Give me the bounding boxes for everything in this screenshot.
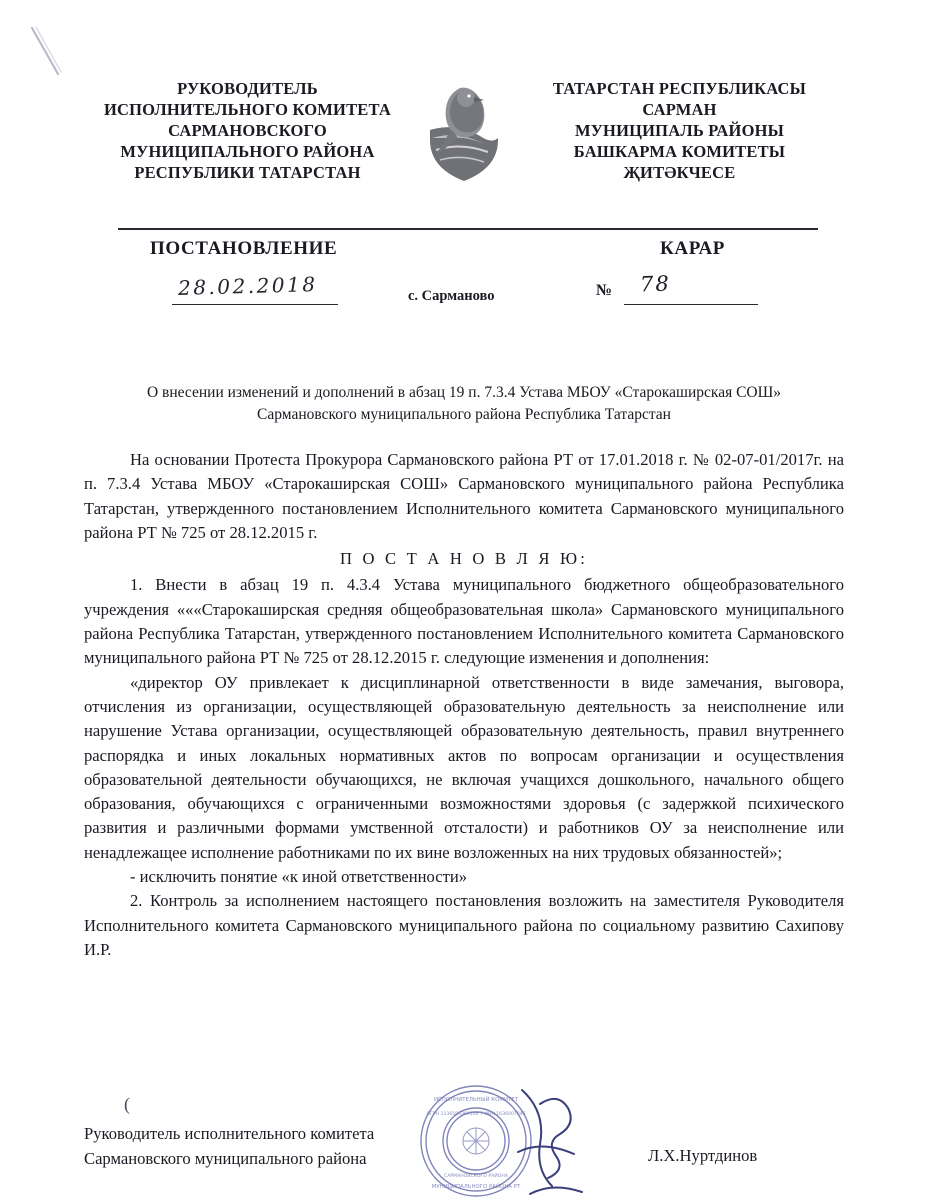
signature-name: Л.Х.Нуртдинов xyxy=(648,1146,758,1165)
svg-text:САРМАНОВСКОГО РАЙОНА: САРМАНОВСКОГО РАЙОНА xyxy=(444,1174,508,1179)
letterhead-ru-line-3: САРМАНОВСКОГО xyxy=(168,121,327,141)
letterhead-tat-line-2: САРМАН xyxy=(642,100,717,120)
body-paragraph-exclusion: - исключить понятие «к иной ответственности» xyxy=(130,867,468,887)
svg-text:ОГРН 1136595360100 7 ИНН 16360: ОГРН 1136595360100 7 ИНН 1636007046 xyxy=(426,1112,526,1117)
body-decree-heading: П О С Т А Н О В Л Я Ю: xyxy=(339,549,589,569)
letterhead-ru-line-2: ИСПОЛНИТЕЛЬНОГО КОМИТЕТА xyxy=(104,100,391,120)
document-place: с. Сарманово xyxy=(408,288,495,304)
document-type-title-tat: КАРАР xyxy=(660,238,726,259)
document-subject xyxy=(92,382,836,426)
scan-artifact-pen-mark xyxy=(28,26,68,82)
number-underline xyxy=(624,304,758,305)
header-divider xyxy=(118,228,818,230)
letterhead-tatar xyxy=(526,78,830,184)
letterhead-tat-line-3: МУНИЦИПАЛЬ РАЙОНЫ xyxy=(574,121,785,141)
date-underline xyxy=(172,304,338,305)
letterhead-ru-line-5: РЕСПУБЛИКИ ТАТАРСТАН xyxy=(134,163,361,183)
subject-line-1: О внесении изменений и дополнений в абзац 19 п. 7.3.4 Устава МБОУ «Старокаширская СОШ» xyxy=(146,384,782,401)
document-number-label: № xyxy=(596,282,613,299)
handwritten-signature xyxy=(512,1082,602,1200)
letterhead-tat-line-4: БАШКАРМА КОМИТЕТЫ xyxy=(573,142,786,162)
letterhead-russian xyxy=(98,78,402,184)
body-paragraph-item-1: 1. Внести в абзац 19 п. 4.3.4 Устава муниципального бюджетного общеобразовательного учреждения «««Старокаширская средняя общеобразовательная школа» Сармановского муниципального района Республика Татарстан, утвержденного постановлением Исполнительного комитета Сармановского муниципального района РТ № 725 от 28.12.2015 г. следующие изменения и дополнения: xyxy=(84,575,844,668)
scan-artifact-mark: ( xyxy=(124,1094,130,1114)
coat-of-arms-icon xyxy=(408,78,520,186)
svg-text:МУНИЦИПАЛЬНОГО РАЙОНА РТ: МУНИЦИПАЛЬНОГО РАЙОНА РТ xyxy=(431,1184,521,1190)
letterhead-tat-line-5: ҖИТӘКЧЕСЕ xyxy=(623,163,736,183)
signature-role-line-2: Сармановского муниципального района xyxy=(84,1148,367,1168)
document-body xyxy=(84,448,844,962)
body-paragraph-preamble: На основании Протеста Прокурора Сармановского района РТ от 17.01.2018 г. № 02-07-01/2017г. на п. 7.3.4 Устава МБОУ «Старокаширская СОШ» Сармановского муниципального района Республика Татарстан, утвержденного постановлением Исполнительного комитета Сармановского муниципального района РТ № 725 от 28.12.2015 г. xyxy=(84,450,844,542)
letterhead-tat-line-1: ТАТАРСТАН РЕСПУБЛИКАСЫ xyxy=(552,79,807,98)
body-paragraph-item-2: 2. Контроль за исполнением настоящего постановления возложить на заместителя Руководителя Исполнительного комитета Сармановского муниципального района по социальному развитию Сахипову И.Р. xyxy=(84,891,844,959)
official-seal-icon xyxy=(392,1085,560,1197)
signature-role xyxy=(84,1122,374,1172)
body-paragraph-quote: «директор ОУ привлекает к дисциплинарной ответственности в виде замечания, выговора, отчисления из организации, осуществляющей образовательную деятельность за неисполнение или нарушение Устава организации, осуществляющей образовательную деятельность, правил внутреннего распорядка и иных локальных нормативных актов по вопросам организации и осуществления образовательной деятельности обучающихся, не включая учащихся дошкольного, начального общего образования, обучающихся с ограниченными возможностями здоровья (с задержкой психического развития и различными формами умственной отсталости) и работников ОУ за неисполнение или ненадлежащее исполнение работниками по их вине возложенных на них трудовых обязанностей»; xyxy=(84,672,844,862)
letterhead-ru-line-4: МУНИЦИПАЛЬНОГО РАЙОНА xyxy=(120,142,375,162)
subject-line-2: Сармановского муниципального района Республика Татарстан xyxy=(257,406,671,423)
document-type-title-ru: ПОСТАНОВЛЕНИЕ xyxy=(150,238,338,259)
letterhead-ru-line-1: РУКОВОДИТЕЛЬ xyxy=(177,79,318,98)
document-date-handwritten: 28.02.2018 xyxy=(177,272,318,300)
svg-text:ИСПОЛНИТЕЛЬНЫЙ КОМИТЕТ: ИСПОЛНИТЕЛЬНЫЙ КОМИТЕТ xyxy=(434,1097,518,1103)
letterhead xyxy=(0,78,927,186)
signature-role-line-1: Руководитель исполнительного комитета xyxy=(84,1124,375,1143)
document-number-handwritten: 78 xyxy=(639,271,672,297)
